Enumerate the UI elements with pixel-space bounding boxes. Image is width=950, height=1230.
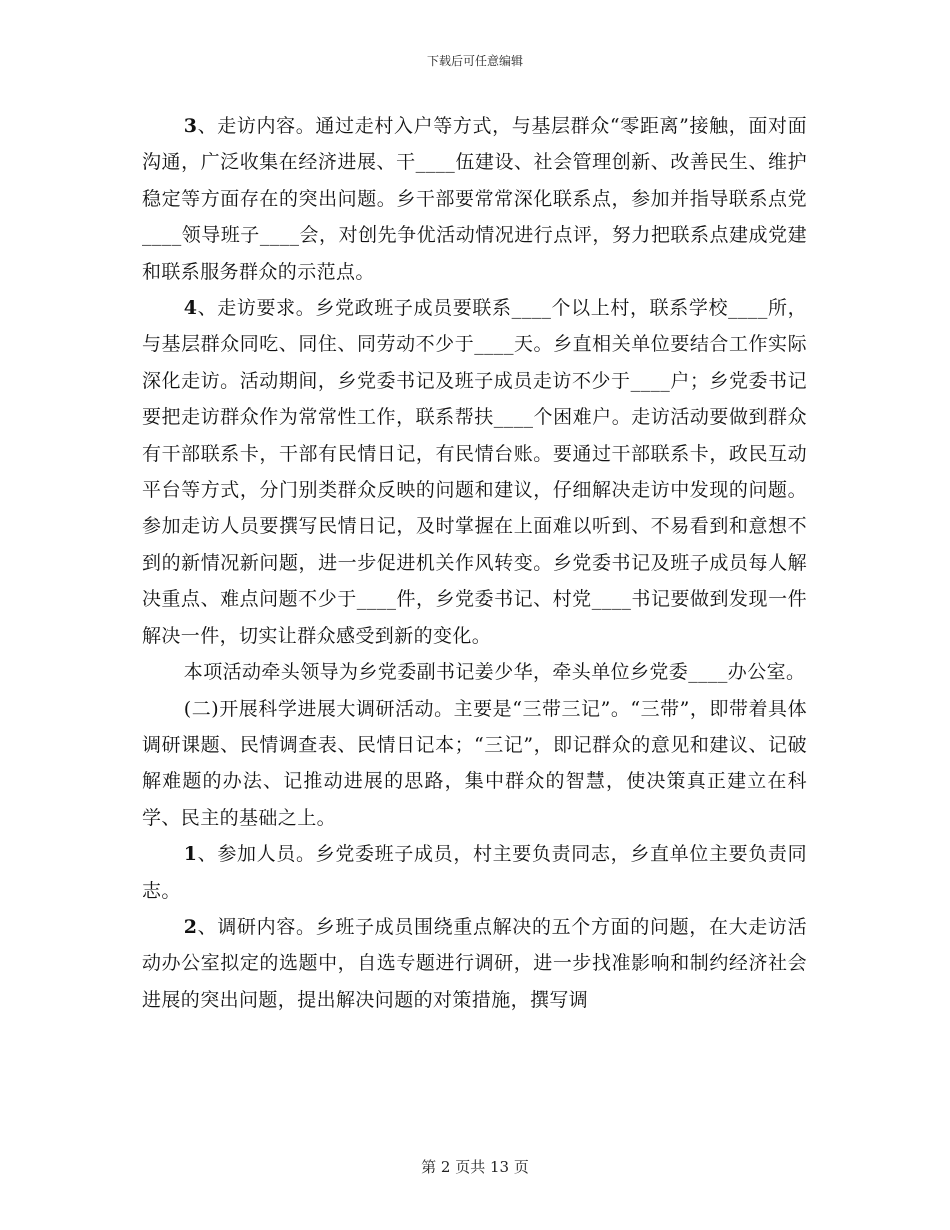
- document-body: [142, 108, 807, 1018]
- paragraph-item-1: [142, 836, 807, 909]
- paragraph-number: 3: [183, 115, 198, 137]
- paragraph-item-4: [142, 290, 807, 654]
- page-header-note: 下载后可任意编辑: [426, 54, 523, 68]
- page-number-footer: 第 2 页共 13 页: [421, 1158, 529, 1176]
- paragraph-text: 、走访内容。通过走村入户等方式，与基层群众“零距离”接触，面对面沟通，广泛收集在经济进展、干____伍建设、社会管理创新、改善民生、维护稳定等方面存在的突出问题。乡干部要常常深化联系点，参加并指导联系点党____领导班子____会，对创先争优活动情况进行点评，努力把联系点建成党建和联系服务群众的示范点。: [142, 115, 807, 283]
- paragraph-text: (二)开展科学进展大调研活动。主要是“三带三记”。“三带”，即带着具体调研课题、民情调查表、民情日记本；“三记”，即记群众的意见和建议、记破解难题的办法、记推动进展的思路，集中群众的智慧，使决策真正建立在科学、民主的基础之上。: [142, 697, 807, 829]
- paragraph-section-two: [142, 691, 807, 837]
- paragraph-item-3: [142, 108, 807, 290]
- paragraph-number: 4: [183, 297, 198, 320]
- paragraph-number: 2: [183, 915, 198, 938]
- paragraph-text: 、参加人员。乡党委班子成员，村主要负责同志，乡直单位主要负责同志。: [142, 843, 807, 902]
- paragraph-text: 本项活动牵头领导为乡党委副书记姜少华，牵头单位乡党委____办公室。: [183, 661, 806, 684]
- paragraph-item-2: [142, 909, 807, 1018]
- paragraph-text: 、调研内容。乡班子成员围绕重点解决的五个方面的问题，在大走访活动办公室拟定的选题中，自选专题进行调研，进一步找准影响和制约经济社会进展的突出问题，提出解决问题的对策措施，撰写调: [142, 915, 807, 1011]
- paragraph-number: 1: [183, 843, 198, 866]
- paragraph-lead-unit: [142, 654, 807, 690]
- paragraph-text: 、走访要求。乡党政班子成员要联系____个以上村，联系学校____所，与基层群众同吃、同住、同劳动不少于____天。乡直相关单位要结合工作实际深化走访。活动期间，乡党委书记及班子成员走访不少于____户；乡党委书记要把走访群众作为常常性工作，联系帮扶____个困难户。走访活动要做到群众有干部联系卡，干部有民情日记，有民情台账。要通过干部联系卡，政民互动平台等方式，分门别类群众反映的问题和建议，仔细解决走访中发现的问题。参加走访人员要撰写民情日记，及时掌握在上面难以听到、不易看到和意想不到的新情况新问题，进一步促进机关作风转变。乡党委书记及班子成员每人解决重点、难点问题不少于____件，乡党委书记、村党____书记要做到发现一件解决一件，切实让群众感受到新的变化。: [142, 297, 807, 647]
